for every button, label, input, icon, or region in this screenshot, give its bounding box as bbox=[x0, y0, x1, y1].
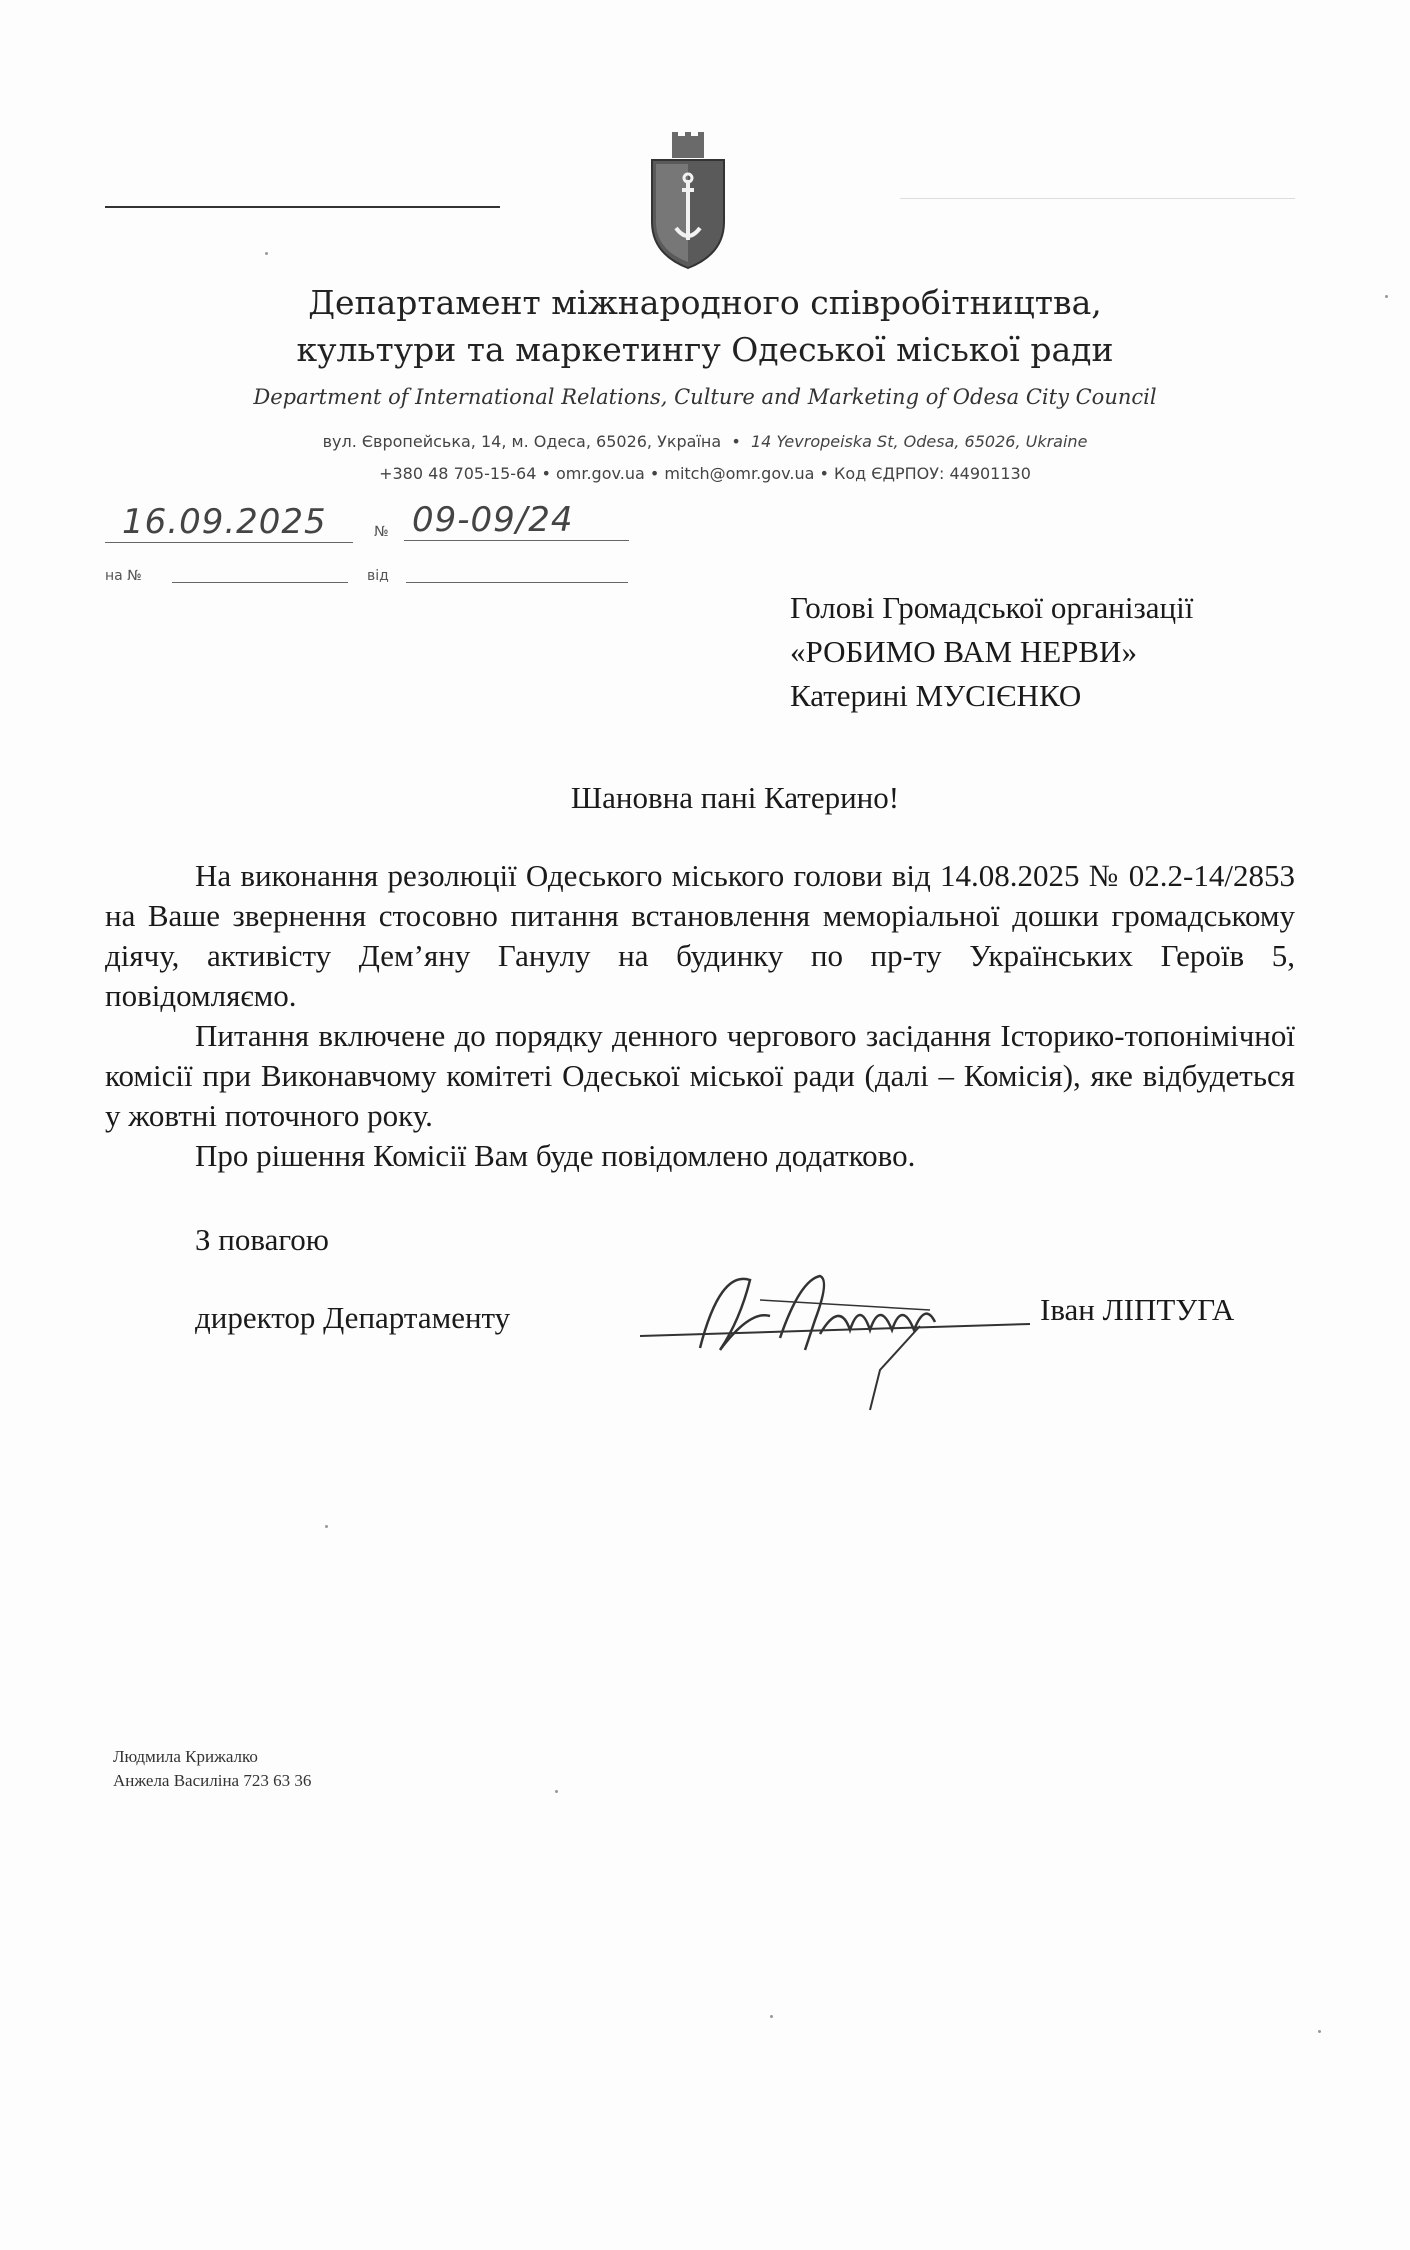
body-paragraph-3: Про рішення Комісії Вам буде повідомлено додатково. bbox=[195, 1138, 916, 1173]
reference-underline bbox=[172, 582, 348, 583]
scan-speck bbox=[1385, 295, 1388, 298]
odesa-coat-of-arms-icon bbox=[648, 132, 728, 270]
outgoing-date: 16.09.2025 bbox=[122, 502, 327, 542]
department-contacts: +380 48 705-15-64 • omr.gov.ua • mitch@omr.gov.ua • Код ЄДРПОУ: 44901130 bbox=[379, 464, 1031, 483]
reference-date-label: від bbox=[367, 568, 389, 584]
address-en: 14 Yevropeiska St, Odesa, 65026, Ukraine bbox=[750, 432, 1088, 451]
salutation: Шановна пані Катерино! bbox=[570, 780, 900, 815]
department-name-ua-line2: культури та маркетингу Одеської міської ради bbox=[296, 330, 1114, 369]
scan-speck bbox=[770, 2015, 773, 2018]
header-rule-right bbox=[900, 198, 1295, 199]
letter-body bbox=[105, 856, 1295, 1176]
header-rule-left bbox=[105, 206, 500, 208]
department-name-en: Department of International Relations, Culture and Marketing of Odesa City Council bbox=[253, 385, 1157, 409]
address-separator: • bbox=[731, 432, 741, 451]
department-address bbox=[0, 432, 1410, 451]
scan-speck bbox=[555, 1790, 558, 1793]
scan-speck bbox=[325, 1525, 328, 1528]
addressee-block bbox=[790, 586, 1193, 718]
address-ua: вул. Європейська, 14, м. Одеса, 65026, Україна bbox=[322, 432, 722, 451]
handwritten-signature bbox=[630, 1240, 1050, 1420]
reference-label: на № bbox=[105, 568, 142, 584]
addressee-line3: Катерині МУСІЄНКО bbox=[790, 678, 1082, 713]
reference-date-underline bbox=[406, 582, 628, 583]
body-paragraph-1: На виконання резолюції Одеського міського голови від 14.08.2025 № 02.2-14/2853 на Ваше звернення стосовно питання встановлення меморіальної дошки громадському діячу, активісту Дем’яну Ганулу на будинку по пр-ту Українських Героїв 5, повідомляємо. bbox=[105, 858, 1295, 1013]
scan-speck bbox=[1318, 2030, 1321, 2033]
body-paragraph-2: Питання включене до порядку денного чергового засідання Історико-топонімічної комісії при Виконавчому комітеті Одеської міської ради (далі – Комісія), яке відбудеться у жовтні поточного року. bbox=[105, 1018, 1295, 1133]
executor-line1: Людмила Крижалко bbox=[113, 1747, 258, 1766]
signer-position: директор Департаменту bbox=[195, 1300, 511, 1335]
executor-line2: Анжела Василіна 723 63 36 bbox=[113, 1771, 312, 1790]
addressee-line2: «РОБИМО ВАМ НЕРВИ» bbox=[790, 634, 1137, 669]
executor-contacts bbox=[113, 1745, 311, 1793]
scan-speck bbox=[265, 252, 268, 255]
number-underline bbox=[404, 540, 629, 541]
number-label: № bbox=[374, 524, 389, 540]
closing-regards: З повагою bbox=[195, 1222, 329, 1257]
outgoing-number: 09-09/24 bbox=[412, 500, 574, 540]
department-name-ua-line1: Департамент міжнародного співробітництва, bbox=[308, 283, 1102, 322]
date-underline bbox=[105, 542, 353, 543]
addressee-line1: Голові Громадської організації bbox=[790, 590, 1194, 625]
signer-name: Іван ЛІПТУГА bbox=[1040, 1292, 1235, 1327]
